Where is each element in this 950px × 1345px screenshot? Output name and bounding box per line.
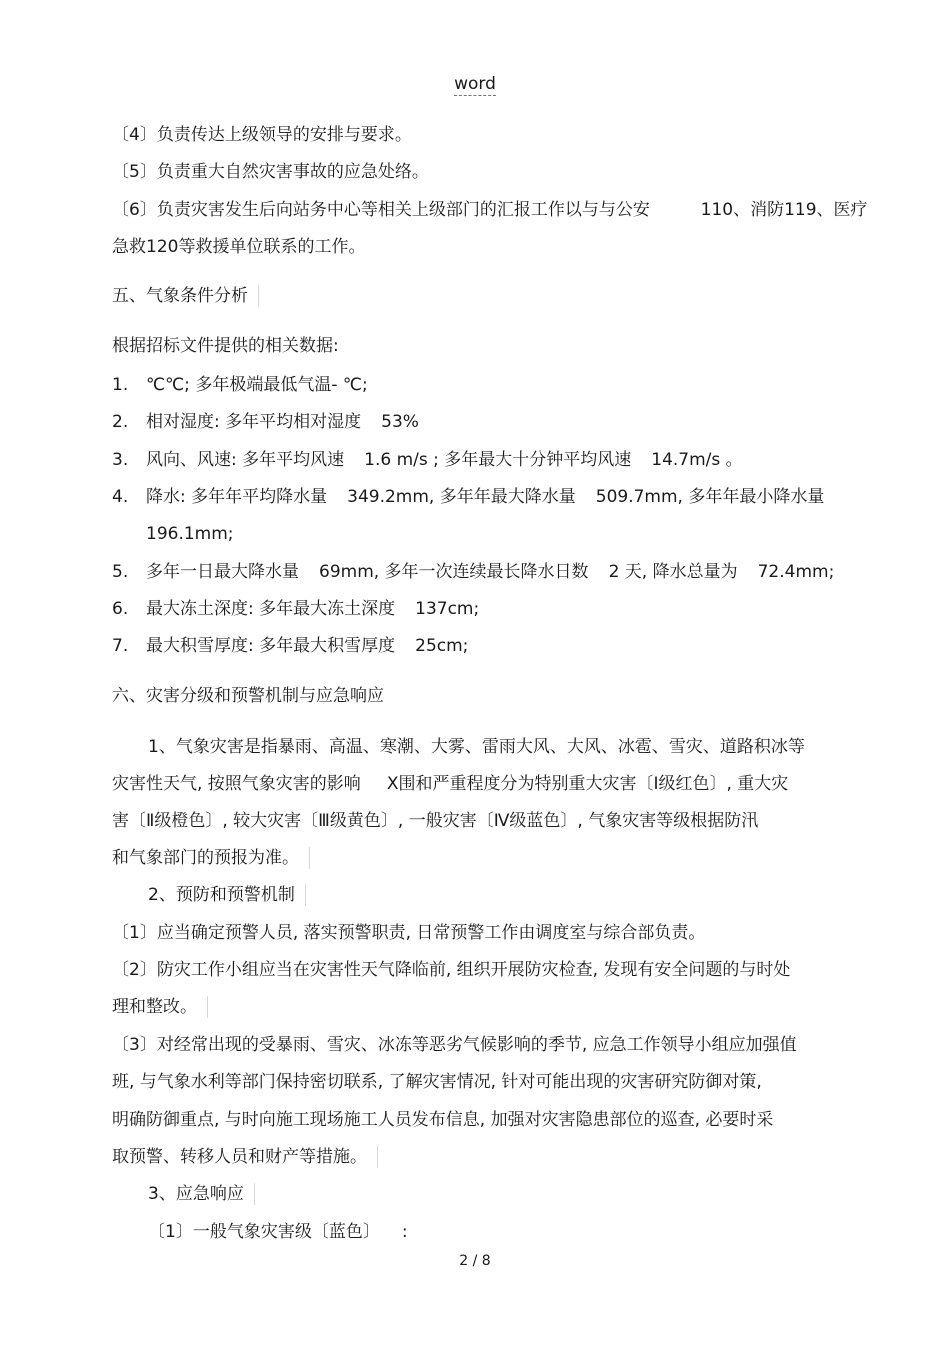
list-item: 3. 风向、风速: 多年平均风速 1.6 m/s ; 多年最大十分钟平均风速 14.7m/s 。 <box>112 450 743 470</box>
duty-line-4: 〔4〕负责传达上级领导的安排与要求。 <box>112 125 412 145</box>
list-item: 7. 最大积雪厚度: 多年最大积雪厚度 25cm; <box>112 636 469 656</box>
duty-line-6-tail: 110、消防119、医疗 <box>700 200 868 220</box>
list-item: 6. 最大冻土深度: 多年最大冻土深度 137cm; <box>112 599 480 619</box>
para2-line: 班, 与气象水利等部门保持密切联系, 了解灾害情况, 针对可能出现的灾害研究防御对策, <box>112 1072 762 1092</box>
duty-line-5: 〔5〕负责重大自然灾害事故的应急处络。 <box>112 162 429 182</box>
page-header <box>0 73 950 95</box>
list-item: 1. ℃℃; 多年极端最低气温- ℃; <box>112 375 368 395</box>
subheading-prevention: 2、预防和预警机制 <box>148 884 306 906</box>
para1-line: 灾害性天气, 按照气象灾害的影响 X围和严重程度分为特别重大灾害〔Ⅰ级红色〕, 重大灾 <box>112 774 789 794</box>
subheading-response: 3、应急响应 <box>148 1183 255 1205</box>
para2-line: 〔2〕防灾工作小组应当在灾害性天气降临前, 组织开展防灾检查, 发现有安全问题的与时处 <box>112 960 791 980</box>
para2-line: 〔1〕应当确定预警人员, 落实预警职责, 日常预警工作由调度室与综合部负责。 <box>112 923 706 943</box>
duty-line-6-cont: 急救120等救援单位联系的工作。 <box>112 237 366 257</box>
para2-line: 明确防御重点, 与时向施工现场施工人员发布信息, 加强对灾害隐患部位的巡查, 必要时采 <box>112 1110 774 1130</box>
list-item: 196.1mm; <box>146 524 234 544</box>
response-level-blue: 〔1〕一般气象灾害级〔蓝色〕 : <box>148 1222 408 1242</box>
header-title: word <box>454 74 496 94</box>
list-item: 2. 相对湿度: 多年平均相对湿度 53% <box>112 412 419 432</box>
para2-line: 〔3〕对经常出现的受暴雨、雪灾、冰冻等恶劣气候影响的季节, 应急工作领导小组应加强值 <box>112 1035 797 1055</box>
para1-line: 害〔Ⅱ级橙色〕, 较大灾害〔Ⅲ级黄色〕, 一般灾害〔Ⅳ级蓝色〕, 气象灾害等级根据防汛 <box>112 811 759 831</box>
section5-title: 五、气象条件分析 <box>112 285 259 307</box>
section6-title: 六、灾害分级和预警机制与应急响应 <box>112 686 384 706</box>
para1-line: 1、气象灾害是指暴雨、高温、寒潮、大雾、雷雨大风、大风、冰雹、雪灾、道路积冰等 <box>148 737 805 757</box>
para1-line: 和气象部门的预报为准。 <box>112 847 310 869</box>
section5-intro: 根据招标文件提供的相关数据: <box>112 336 339 356</box>
para2-line: 取预警、转移人员和财产等措施。 <box>112 1146 378 1168</box>
page-number: 2 / 8 <box>459 1253 491 1269</box>
duty-line-6-text: 〔6〕负责灾害发生后向站务中心等相关上级部门的汇报工作以与与公安 <box>112 200 650 220</box>
list-item: 4. 降水: 多年年平均降水量 349.2mm, 多年年最大降水量 509.7mm, 多年年最小降水量 <box>112 487 825 507</box>
list-item: 5. 多年一日最大降水量 69mm, 多年一次连续最长降水日数 2 天, 降水总量为 72.4mm; <box>112 562 835 582</box>
duty-line-6 <box>112 199 868 221</box>
para2-line: 理和整改。 <box>112 996 208 1018</box>
